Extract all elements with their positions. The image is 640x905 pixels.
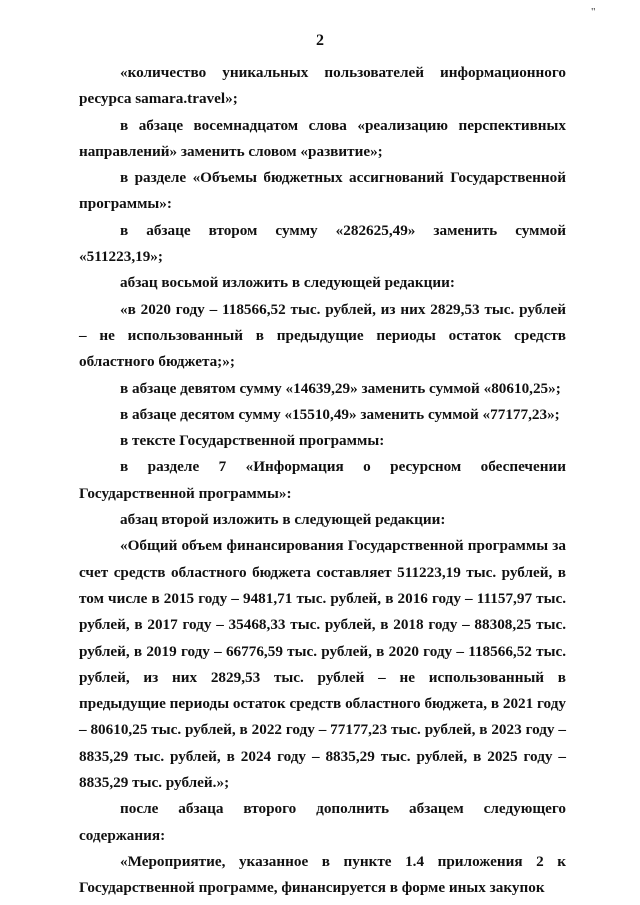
corner-mark: " [591, 6, 596, 18]
paragraph-1: «количество уникальных пользователей информационного ресурса samara.travel»; [79, 64, 566, 108]
paragraph-6: «в 2020 году – 118566,52 тыс. рублей, из них 2829,53 тыс. рублей – не использованный в предыдущие периоды остаток средств областного бюджета;»; [79, 300, 566, 371]
paragraph-10: в разделе 7 «Информация о ресурсном обеспечении Государственной программы»: [79, 458, 566, 502]
paragraph-14: «Мероприятие, указанное в пункте 1.4 приложения 2 к Государственной программе, финансируется в форме иных закупок [79, 852, 566, 897]
paragraph-2: в абзаце восемнадцатом слова «реализацию перспективных направлений» заменить словом «развитие»; [79, 116, 566, 160]
paragraph-12: «Общий объем финансирования Государственной программы за счет средств областного бюджета составляет 511223,19 тыс. рублей, в том числе в 2015 году – 9481,71 тыс. рублей, в 2016 году – 11157,97 тыс. рублей, в 2017 году – 35468,33 тыс. рублей, в 2018 году – 88308,25 тыс. рублей, в 2019 году – 66776,59 тыс. рублей, в 2020 году – 118566,52 тыс. рублей, из них 2829,53 тыс. рублей – не использованный в предыдущие периоды остаток средств областного бюджета, в 2021 году – 80610,25 тыс. рублей, в 2022 году – 77177,23 тыс. рублей, в 2023 году – 8835,29 тыс. рублей, в 2024 году – 8835,29 тыс. рублей, в 2025 году – 8835,29 тыс. рублей.»; [79, 537, 566, 792]
paragraph-5: абзац восьмой изложить в следующей редакции: [120, 274, 455, 292]
paragraph-9: в тексте Государственной программы: [120, 432, 385, 450]
document-body [79, 60, 566, 902]
paragraph-4: в абзаце втором сумму «282625,49» заменить суммой «511223,19»; [79, 221, 566, 266]
page-number: 2 [316, 32, 324, 49]
paragraph-13: после абзаца второго дополнить абзацем следующего содержания: [79, 800, 566, 844]
paragraph-11: абзац второй изложить в следующей редакции: [120, 511, 446, 529]
paragraph-3: в разделе «Объемы бюджетных ассигнований Государственной программы»: [79, 169, 566, 213]
paragraph-7: в абзаце девятом сумму «14639,29» заменить суммой «80610,25»; [120, 379, 561, 397]
paragraph-8: в абзаце десятом сумму «15510,49» заменить суммой «77177,23»; [120, 405, 560, 423]
